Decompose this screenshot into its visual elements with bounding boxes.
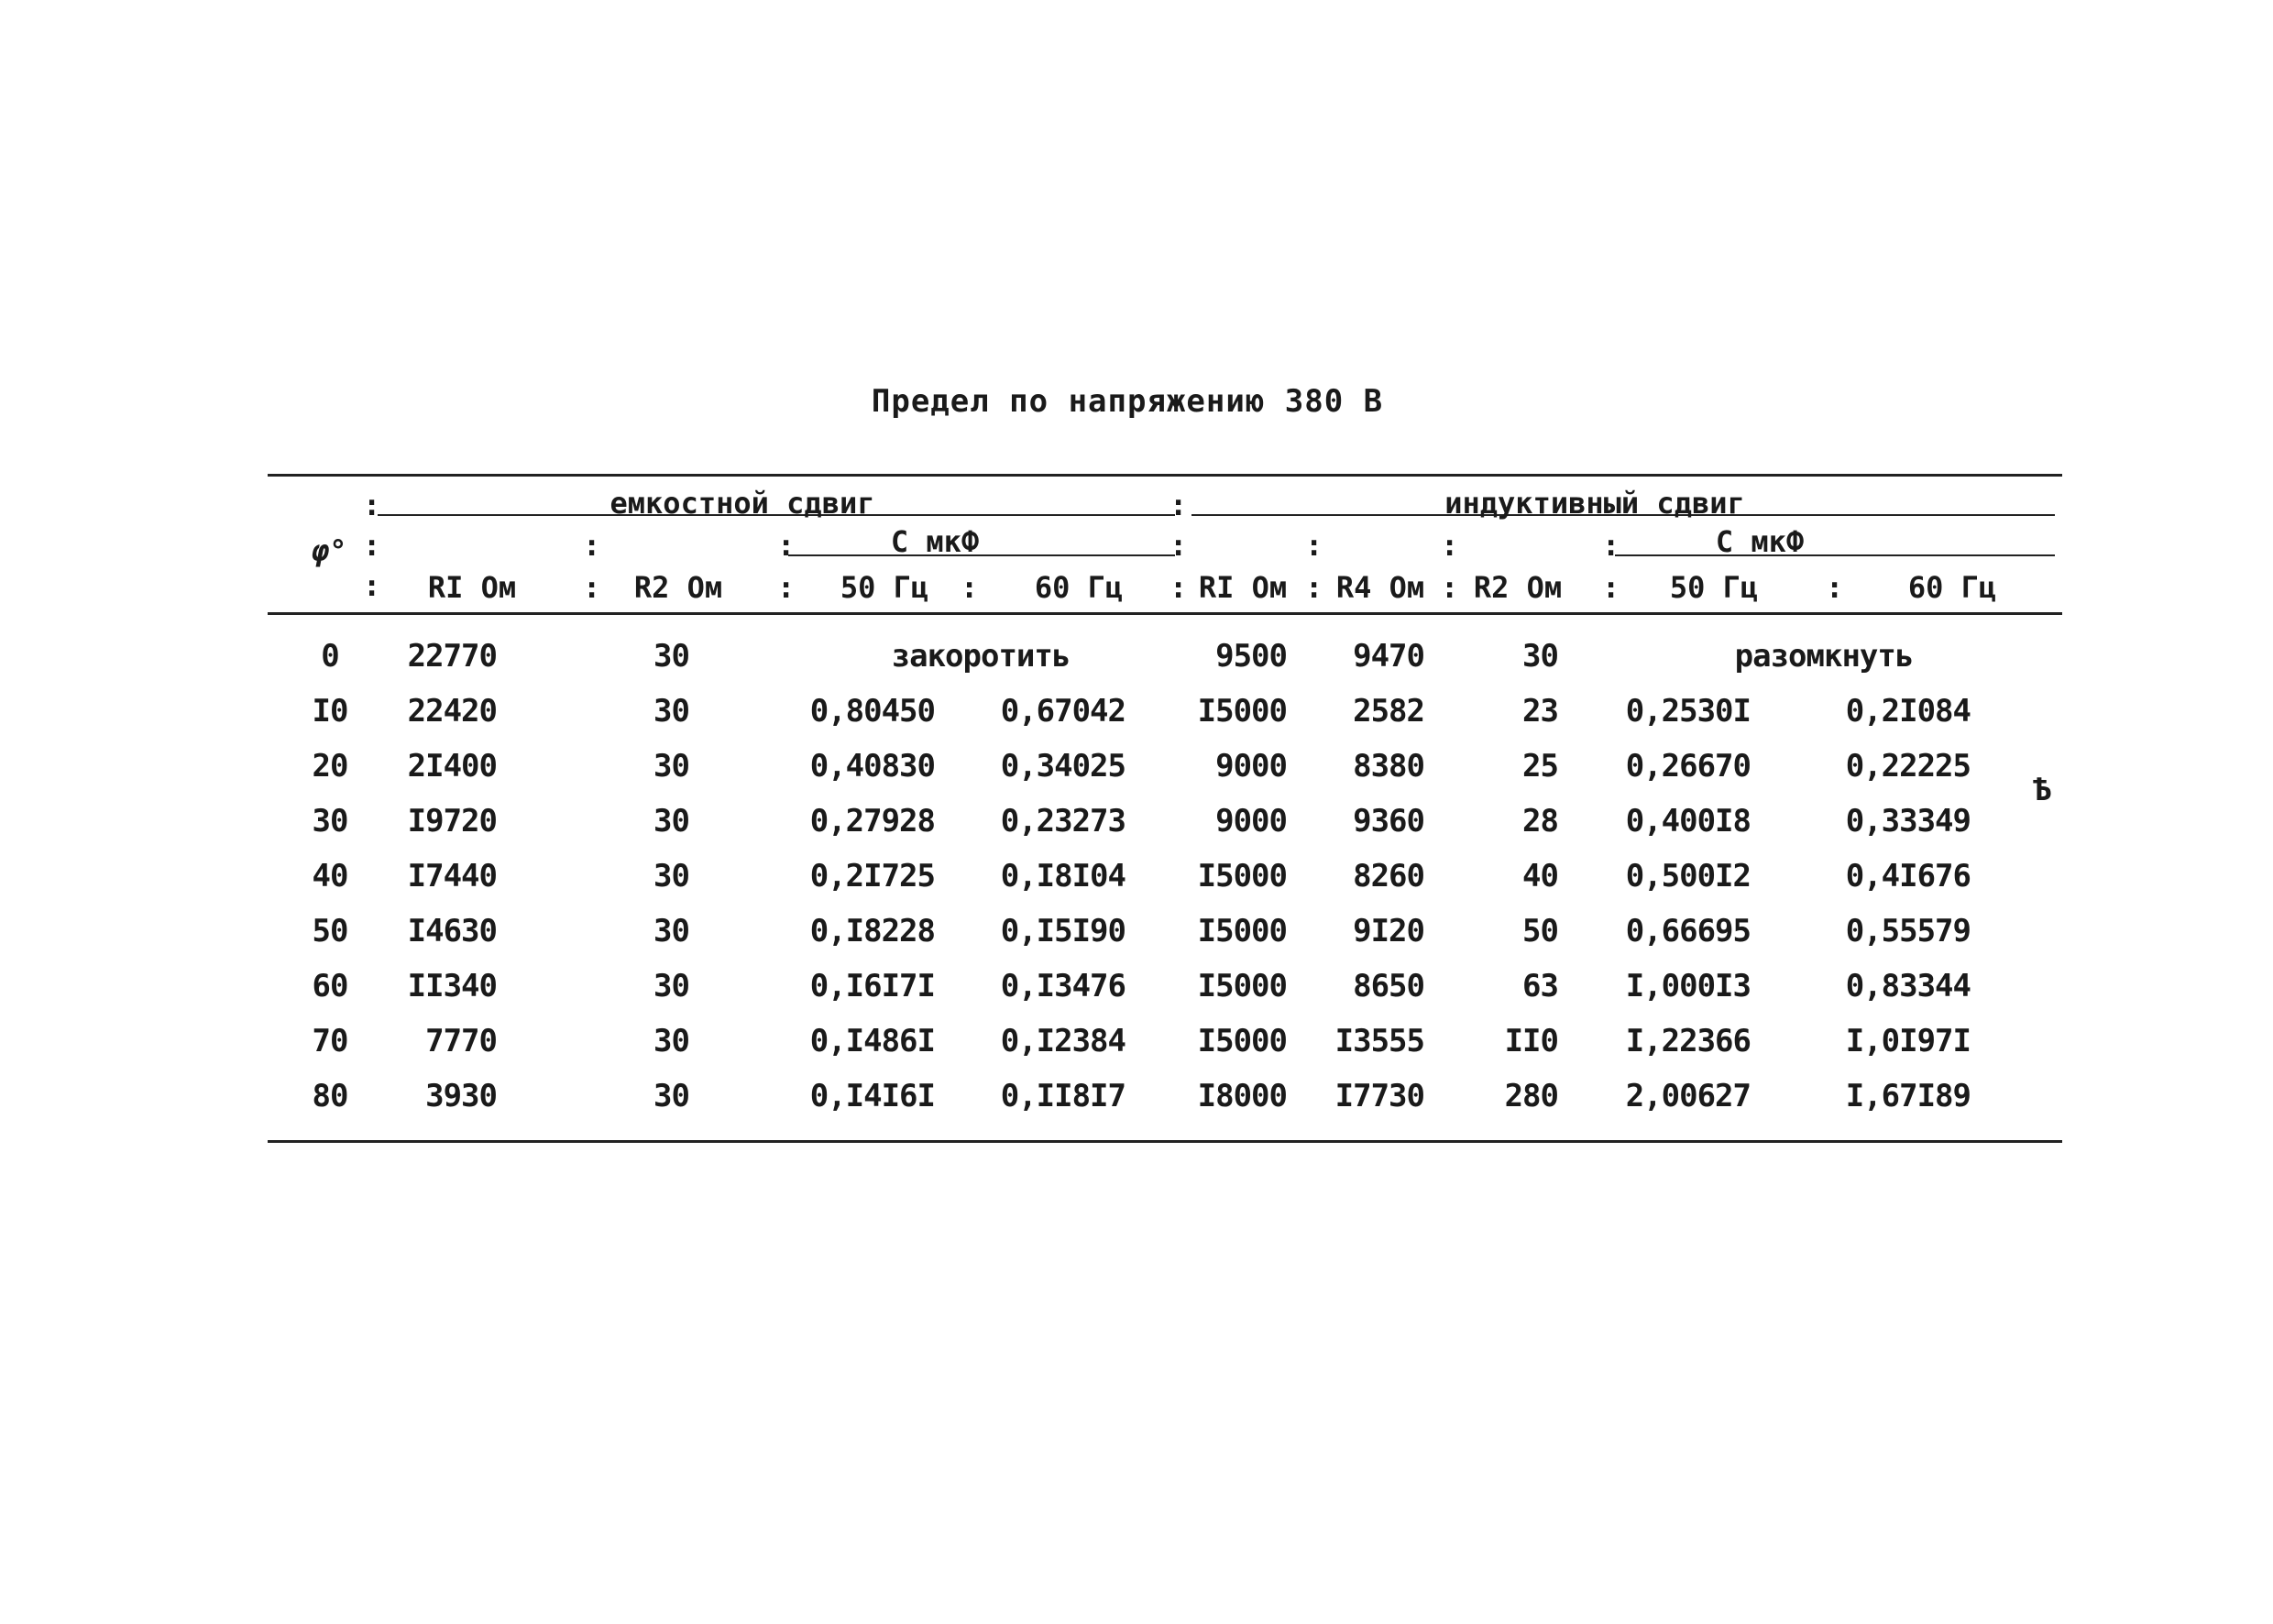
cell-r1-inductive: I5000 xyxy=(1197,913,1287,949)
cell-50hz-inductive: 2,00627 xyxy=(1625,1078,1751,1114)
cell-60hz-capacitive: 0,I2384 xyxy=(1000,1023,1126,1059)
cell-r2-inductive: 23 xyxy=(1522,693,1558,730)
cell-r1-capacitive: 22420 xyxy=(407,693,497,730)
table-title: Предел по напряжению 380 В xyxy=(871,383,1384,420)
cell-50hz-capacitive: 0,I486I xyxy=(809,1023,935,1059)
cell-r2-inductive: 40 xyxy=(1522,858,1558,894)
cell-50hz-inductive: I,22366 xyxy=(1625,1023,1751,1059)
cell-60hz-capacitive: 0,67042 xyxy=(1000,693,1126,730)
header-separator: : xyxy=(1602,570,1620,605)
cell-60hz-inductive: 0,33349 xyxy=(1845,803,1971,839)
col-header-r1-inductive: RI Ом xyxy=(1198,570,1288,605)
header-separator: : xyxy=(777,570,796,605)
cell-60hz-inductive: 0,2I084 xyxy=(1845,693,1971,730)
cell-r1-capacitive: I9720 xyxy=(407,803,497,839)
cell-r1-capacitive: I4630 xyxy=(407,913,497,949)
header-separator: : xyxy=(1169,570,1188,605)
cell-r1-inductive: I5000 xyxy=(1197,968,1287,1004)
group-header-capacitive: емкостной сдвиг xyxy=(609,486,875,521)
c-uf-header-inductive: С мкФ xyxy=(1715,524,1805,559)
cell-r1-capacitive: 3930 xyxy=(425,1078,497,1114)
cell-r2-capacitive: 30 xyxy=(653,913,689,949)
cell-r2-capacitive: 30 xyxy=(653,1023,689,1059)
margin-mark: Ѣ xyxy=(2033,772,2052,808)
bottom-rule xyxy=(268,1140,2062,1143)
header-separator: : xyxy=(363,528,381,563)
header-separator: : xyxy=(1169,488,1188,522)
cell-60hz-inductive: I,67I89 xyxy=(1845,1078,1971,1114)
cell-60hz-capacitive: 0,I3476 xyxy=(1000,968,1126,1004)
header-separator: : xyxy=(1441,570,1459,605)
cell-r1-inductive: 9000 xyxy=(1215,803,1287,839)
cell-60hz-capacitive: 0,I5I90 xyxy=(1000,913,1126,949)
cell-r1-capacitive: I7440 xyxy=(407,858,497,894)
cell-r2-inductive: 63 xyxy=(1522,968,1558,1004)
cell-r2-capacitive: 30 xyxy=(653,1078,689,1114)
cell-60hz-inductive: 0,4I676 xyxy=(1845,858,1971,894)
cell-60hz-inductive: 0,22225 xyxy=(1845,748,1971,785)
cell-r2-capacitive: 30 xyxy=(653,968,689,1004)
c-uf-header-capacitive: С мкФ xyxy=(890,524,980,559)
cell-capacitive-short-circuit: закоротить xyxy=(891,638,1071,675)
cell-phi: 60 xyxy=(312,968,348,1004)
cell-50hz-inductive: 0,400I8 xyxy=(1625,803,1751,839)
cell-r4-inductive: 8380 xyxy=(1353,748,1424,785)
cell-50hz-capacitive: 0,I8228 xyxy=(809,913,935,949)
cell-r2-inductive: 25 xyxy=(1522,748,1558,785)
header-separator: : xyxy=(1305,528,1323,563)
col-header-60hz-capacitive: 60 Гц xyxy=(1034,570,1124,605)
cell-r4-inductive: 8260 xyxy=(1353,858,1424,894)
cell-50hz-capacitive: 0,80450 xyxy=(809,693,935,730)
cell-phi: 20 xyxy=(312,748,348,785)
cell-60hz-capacitive: 0,23273 xyxy=(1000,803,1126,839)
cell-r1-capacitive: II340 xyxy=(407,968,497,1004)
cell-r2-capacitive: 30 xyxy=(653,858,689,894)
col-header-r4-inductive: R4 Ом xyxy=(1335,570,1425,605)
cell-50hz-capacitive: 0,27928 xyxy=(809,803,935,839)
cell-phi: 30 xyxy=(312,803,348,839)
cell-r2-capacitive: 30 xyxy=(653,693,689,730)
cell-r2-inductive: 30 xyxy=(1522,638,1558,675)
col-header-r1-capacitive: RI Ом xyxy=(427,570,517,605)
top-rule xyxy=(268,474,2062,477)
header-separator: : xyxy=(1826,570,1844,605)
cell-60hz-inductive: I,0I97I xyxy=(1845,1023,1971,1059)
header-separator: : xyxy=(1602,528,1620,563)
cell-phi: 0 xyxy=(321,638,339,675)
cell-50hz-inductive: 0,26670 xyxy=(1625,748,1751,785)
cell-phi: 50 xyxy=(312,913,348,949)
col-header-50hz-capacitive: 50 Гц xyxy=(840,570,929,605)
header-separator: : xyxy=(1169,528,1188,563)
cell-r1-inductive: 9000 xyxy=(1215,748,1287,785)
cell-r1-capacitive: 22770 xyxy=(407,638,497,675)
cell-r2-inductive: II0 xyxy=(1504,1023,1558,1059)
cell-r2-inductive: 28 xyxy=(1522,803,1558,839)
cell-r1-capacitive: 2I400 xyxy=(407,748,497,785)
cell-r2-inductive: 280 xyxy=(1504,1078,1558,1114)
cell-r1-inductive: I5000 xyxy=(1197,1023,1287,1059)
col-header-60hz-inductive: 60 Гц xyxy=(1907,570,1997,605)
group-header-inductive: индуктивный сдвиг xyxy=(1444,486,1745,521)
cell-60hz-capacitive: 0,II8I7 xyxy=(1000,1078,1126,1114)
cell-r1-inductive: I5000 xyxy=(1197,693,1287,730)
cell-r4-inductive: 9I20 xyxy=(1353,913,1424,949)
cell-r1-inductive: I8000 xyxy=(1197,1078,1287,1114)
header-separator: : xyxy=(363,568,381,603)
cell-50hz-inductive: 0,500I2 xyxy=(1625,858,1751,894)
col-header-50hz-inductive: 50 Гц xyxy=(1669,570,1759,605)
col-header-r2-inductive: R2 Ом xyxy=(1473,570,1563,605)
cell-60hz-capacitive: 0,I8I04 xyxy=(1000,858,1126,894)
cell-r2-inductive: 50 xyxy=(1522,913,1558,949)
header-separator: : xyxy=(961,570,979,605)
header-separator: : xyxy=(1441,528,1459,563)
cell-60hz-inductive: 0,55579 xyxy=(1845,913,1971,949)
cell-r2-capacitive: 30 xyxy=(653,638,689,675)
header-separator: : xyxy=(583,528,601,563)
cell-50hz-inductive: 0,2530I xyxy=(1625,693,1751,730)
cell-r4-inductive: I7730 xyxy=(1334,1078,1424,1114)
cell-r1-capacitive: 7770 xyxy=(425,1023,497,1059)
cell-50hz-inductive: I,000I3 xyxy=(1625,968,1751,1004)
cell-r1-inductive: 9500 xyxy=(1215,638,1287,675)
cell-r2-capacitive: 30 xyxy=(653,803,689,839)
cell-phi: 40 xyxy=(312,858,348,894)
cell-r4-inductive: 9470 xyxy=(1353,638,1424,675)
header-bottom-rule xyxy=(268,612,2062,615)
cell-phi: 80 xyxy=(312,1078,348,1114)
cell-50hz-inductive: 0,66695 xyxy=(1625,913,1751,949)
cell-60hz-capacitive: 0,34025 xyxy=(1000,748,1126,785)
cell-phi: 70 xyxy=(312,1023,348,1059)
col-header-r2-capacitive: R2 Ом xyxy=(633,570,723,605)
header-separator: : xyxy=(363,488,381,522)
c-underline-inductive xyxy=(1615,554,2055,556)
cell-r4-inductive: 8650 xyxy=(1353,968,1424,1004)
cell-r2-capacitive: 30 xyxy=(653,748,689,785)
cell-r4-inductive: 9360 xyxy=(1353,803,1424,839)
header-separator: : xyxy=(1305,570,1323,605)
cell-50hz-capacitive: 0,I6I7I xyxy=(809,968,935,1004)
cell-r4-inductive: 2582 xyxy=(1353,693,1424,730)
cell-inductive-open-circuit: разомкнуть xyxy=(1734,638,1914,675)
cell-phi: I0 xyxy=(312,693,348,730)
cell-50hz-capacitive: 0,40830 xyxy=(809,748,935,785)
cell-50hz-capacitive: 0,2I725 xyxy=(809,858,935,894)
cell-50hz-capacitive: 0,I4I6I xyxy=(809,1078,935,1114)
header-separator: : xyxy=(777,528,796,563)
phi-header: φ° xyxy=(312,533,347,568)
cell-r4-inductive: I3555 xyxy=(1334,1023,1424,1059)
header-separator: : xyxy=(583,570,601,605)
cell-60hz-inductive: 0,83344 xyxy=(1845,968,1971,1004)
cell-r1-inductive: I5000 xyxy=(1197,858,1287,894)
